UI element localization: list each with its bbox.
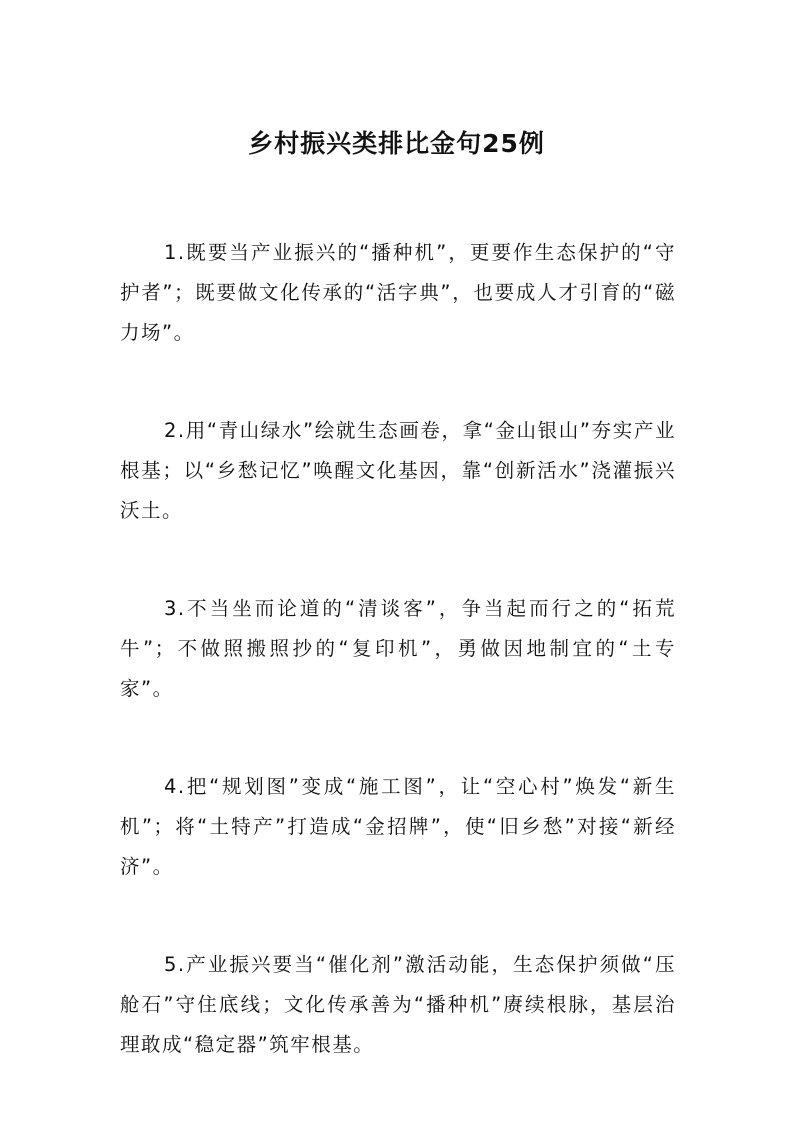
paragraph-2: 2.用“青山绿水”绘就生态画卷，拿“金山银山”夯实产业根基；以“乡愁记忆”唤醒文化基因，靠“创新活水”浇灌振兴沃土。	[120, 419, 676, 522]
document-title: 乡村振兴类排比金句25例	[248, 129, 545, 158]
document-body	[120, 233, 676, 1065]
paragraph-4: 4.把“规划图”变成“施工图”，让“空心村”焕发“新生机”；将“土特产”打造成“金招牌”，使“旧乡愁”对接“新经济”。	[120, 775, 676, 878]
paragraph-5: 5.产业振兴要当“催化剂”激活动能，生态保护须做“压舱石”守住底线；文化传承善为“播种机”赓续根脉，基层治理敢成“稳定器”筑牢根基。	[120, 953, 676, 1056]
paragraph-1: 1.既要当产业振兴的“播种机”，更要作生态保护的“守护者”；既要做文化传承的“活字典”，也要成人才引育的“磁力场”。	[120, 241, 676, 344]
paragraph-3: 3.不当坐而论道的“清谈客”，争当起而行之的“拓荒牛”；不做照搬照抄的“复印机”，勇做因地制宜的“土专家”。	[120, 597, 676, 700]
